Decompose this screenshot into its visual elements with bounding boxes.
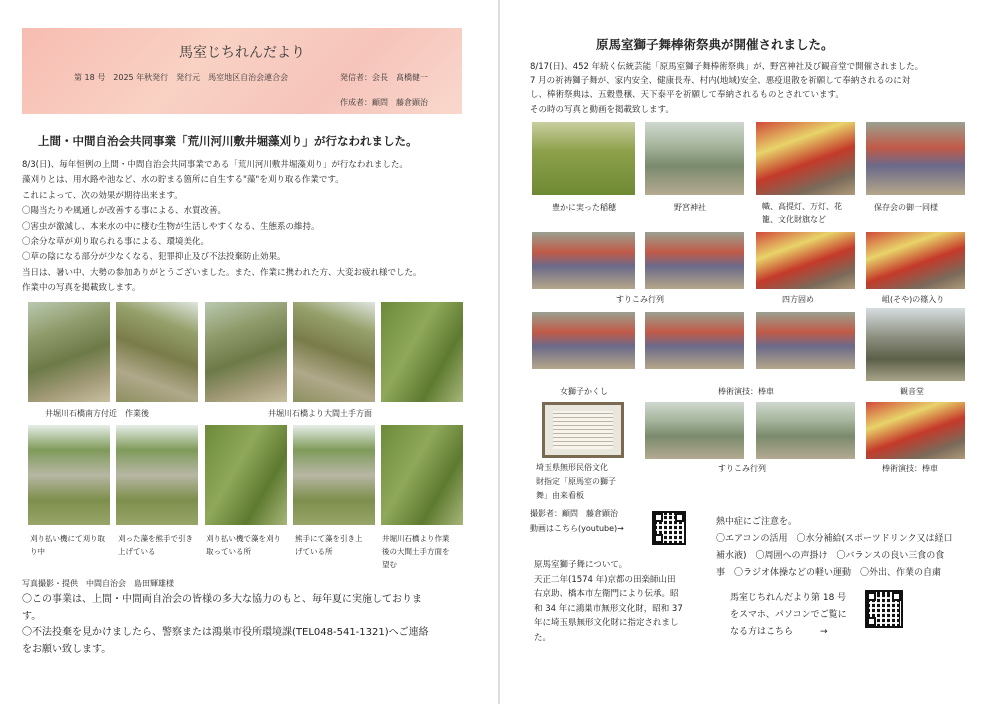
caption-row1-a: 井堀川石橋南方付近 作業後 [45, 409, 149, 418]
photo-mokari-3 [205, 302, 287, 402]
photo-credit: 写真撮影・提供 中間自治会 島田輝雄様 [22, 579, 174, 588]
caption-line: 井堀川石橋より作業 [382, 534, 450, 543]
photo-lanterns [756, 122, 855, 195]
caption-procession-1: すりこみ行列 [616, 295, 664, 304]
body-line: 〇余分な草が刈り取られる事による、環境美化。 [22, 237, 210, 248]
qr-finder [867, 617, 876, 626]
youtube-qr-code[interactable] [652, 511, 686, 545]
photo-mokari-5 [381, 302, 463, 402]
caption-line: 舞」由来看板 [536, 491, 584, 500]
caption-shihou: 四方固め [782, 295, 814, 304]
caption-row2-c [206, 532, 281, 558]
newsletter-title: 馬室じちれんだより [179, 45, 305, 61]
photo-rice [532, 122, 635, 195]
video-link-text[interactable]: 動画はこちら(youtube)→ [530, 524, 624, 533]
photo-boujutsu-1b [756, 312, 855, 369]
article-body-mokari [22, 158, 482, 297]
caption-boujutsu-2: 棒術演技：棒車 [882, 464, 938, 473]
caption-row2-e [382, 532, 450, 571]
photo-group [866, 122, 965, 195]
photo-mokari-8 [205, 425, 287, 525]
heatstroke-line: 事 〇ラジオ体操などの軽い運動 〇外出、作業の自粛 [716, 568, 942, 578]
caption-line: 取っている所 [206, 547, 251, 556]
body-line: 作業中の写真を掲載致します。 [22, 283, 141, 294]
photo-boujutsu-1a [645, 312, 744, 369]
caption-line: 籠、文化財旗など [762, 215, 826, 224]
history-line: 和 34 年に鴻巣市無形文化財，昭和 37 [534, 603, 683, 614]
photo-mokari-4 [293, 302, 375, 402]
heatstroke-line: 〇エアコンの活用 〇水分補給(スポーツドリンク又は経口 [716, 534, 953, 544]
article-body-shishimai [530, 60, 980, 117]
photo-sign-board [542, 402, 624, 458]
photo-procession-2b [756, 402, 855, 459]
body-line: 当日は、暑い中、大勢の参加ありがとうございました。また、作業に携われた方、大変お疲れ様でした。 [22, 267, 422, 278]
photo-yaya [866, 232, 965, 289]
caption-rice: 豊かに実った稲穂 [552, 203, 616, 212]
issuer: 発信者：会長 髙橋健一 [340, 73, 428, 82]
online-line: 馬室じちれんだより第 18 号 [730, 593, 847, 603]
caption-row2-a [30, 532, 105, 558]
body-line: し、棒術祭典は、五穀豊穣、天下泰平を祈願して奉納されるものとされています。 [530, 90, 844, 101]
heatstroke-line: 熱中症にご注意を。 [716, 517, 798, 527]
caption-lanterns [762, 200, 842, 226]
newsletter-qr-code[interactable] [865, 590, 903, 628]
photographer-credit: 撮影者：顧問 藤倉顕治 [530, 509, 618, 518]
caption-row2-d [295, 532, 363, 558]
qr-finder [675, 513, 684, 522]
online-line: なる方はこちら → [730, 627, 828, 637]
body-line: 藻刈りとは、用水路や池など、水の貯まる箇所に自生する"藻"を刈り取る作業です。 [22, 175, 344, 186]
photo-mokari-10 [381, 425, 463, 525]
caption-line: 刈った藻を熊手で引き [118, 534, 193, 543]
caption-line: 財指定「原馬室の獅子 [536, 477, 616, 486]
photo-procession-2a [645, 402, 744, 459]
caption-yaya: 岨(そや)の篠入り [882, 295, 945, 304]
body-line: 〇草の陰になる部分が少なくなる、犯罪抑止及び不法投棄防止効果。 [22, 252, 286, 263]
caption-line: 幟、高提灯、万灯、花 [762, 202, 842, 211]
photo-mokari-7 [116, 425, 198, 525]
newsletter-banner [22, 28, 462, 114]
caption-sign [536, 461, 616, 503]
caption-onnajishi: 女獅子かくし [560, 387, 608, 396]
qr-finder [654, 534, 663, 543]
author: 作成者：顧問 藤倉顕治 [340, 98, 428, 107]
photo-mokari-1 [28, 302, 110, 402]
caption-line: 望む [382, 560, 397, 569]
right-page [500, 0, 1000, 704]
photo-shihou [756, 232, 855, 289]
caption-line: 熊手にて藻を引き上 [295, 534, 363, 543]
caption-group: 保存会の御一同様 [874, 203, 938, 212]
body-line: 〇陽当たりや風通しが改善する事による、水質改善。 [22, 206, 227, 217]
body-line: 〇害虫が激減し、本来水の中に棲む生物が生活しやすくなる、生態系の維持。 [22, 221, 320, 232]
qr-finder [867, 592, 876, 601]
caption-line: 後の大間土手方面を [382, 547, 450, 556]
online-line: をスマホ、パソコンでご覧に [730, 610, 847, 620]
caption-boujutsu-1: 棒術演技：棒車 [718, 387, 774, 396]
heatstroke-notice [716, 514, 953, 582]
qr-finder [654, 513, 663, 522]
body-line: 7 月の祈祷獅子舞が、家内安全、健康長寿、村内(地域)安全、悪疫退散を祈願して奉納されるのに対 [530, 76, 911, 87]
photo-mokari-2 [116, 302, 198, 402]
online-edition-notice [730, 590, 847, 641]
caption-kannondo: 観音堂 [900, 387, 924, 396]
history-line: 年に埼玉県無形文化財に指定されまし [534, 618, 679, 628]
caption-procession-2: すりこみ行列 [718, 464, 766, 473]
note-line: す。 [22, 610, 42, 622]
article-heading-mokari: 上間・中間自治会共同事業「荒川河川敷井堀藻刈り」が行なわれました。 [38, 134, 418, 148]
caption-line: 上げている [118, 547, 156, 556]
photo-mokari-6 [28, 425, 110, 525]
photo-onnajishi [532, 312, 635, 369]
photo-mokari-9 [293, 425, 375, 525]
caption-line: 刈り払い機で藻を刈り [206, 534, 281, 543]
body-line: これによって、次の効果が期待出来ます。 [22, 190, 183, 201]
caption-line: り中 [30, 547, 45, 556]
history-line: 右京助、橋本市左衛門により伝承。昭 [534, 589, 679, 599]
shishimai-history [534, 558, 683, 645]
photo-kannondo [866, 308, 965, 381]
caption-line: げている所 [295, 547, 333, 556]
caption-row1-b: 井堀川石橋より大間土手方面 [268, 409, 372, 418]
photo-boujutsu-2 [866, 402, 965, 459]
history-line: た。 [534, 632, 552, 643]
photo-procession-1a [532, 232, 635, 289]
caption-line: 埼玉県無形民俗文化 [536, 463, 608, 472]
note-line: をお願い致します。 [22, 643, 112, 655]
caption-row2-b [118, 532, 193, 558]
notes [22, 592, 482, 658]
article-heading-shishimai: 原馬室獅子舞棒術祭典が開催されました。 [596, 37, 834, 52]
issue-info: 第 18 号 2025 年秋発行 発行元 馬室地区自治会連合会 [74, 73, 289, 82]
history-line: 天正二年(1574 年)京都の田楽師山田 [534, 574, 676, 585]
body-line: 8/17(日)、452 年続く伝統芸能「原馬室獅子舞棒術祭典」が、野宮神社及び観音堂で開催されました。 [530, 62, 924, 72]
note-line: 〇この事業は、上間・中間両自治会の皆様の多大な協力のもと、毎年夏に実施しておりま [22, 594, 422, 605]
caption-line: 刈り払い機にて刈り取 [30, 534, 105, 543]
photo-shrine [645, 122, 744, 195]
history-line: 原馬室獅子舞について。 [534, 560, 628, 570]
body-line: その時の写真と動画を掲載致します。 [530, 104, 674, 115]
caption-shrine: 野宮神社 [674, 203, 706, 212]
heatstroke-line: 補水液) 〇周囲への声掛け 〇バランスの良い三食の食 [716, 551, 945, 561]
photo-procession-1b [645, 232, 744, 289]
qr-finder [892, 592, 901, 601]
sign-board-text-area [553, 411, 613, 449]
note-line: 〇不法投棄を見かけましたら、警察または鴻巣市役所環境課(TEL048-541-1321)へご連絡 [22, 627, 429, 638]
body-line: 8/3(日)、毎年恒例の上間・中間自治会共同事業である「荒川河川敷井堀藻刈り」が行なわれました。 [22, 160, 408, 170]
